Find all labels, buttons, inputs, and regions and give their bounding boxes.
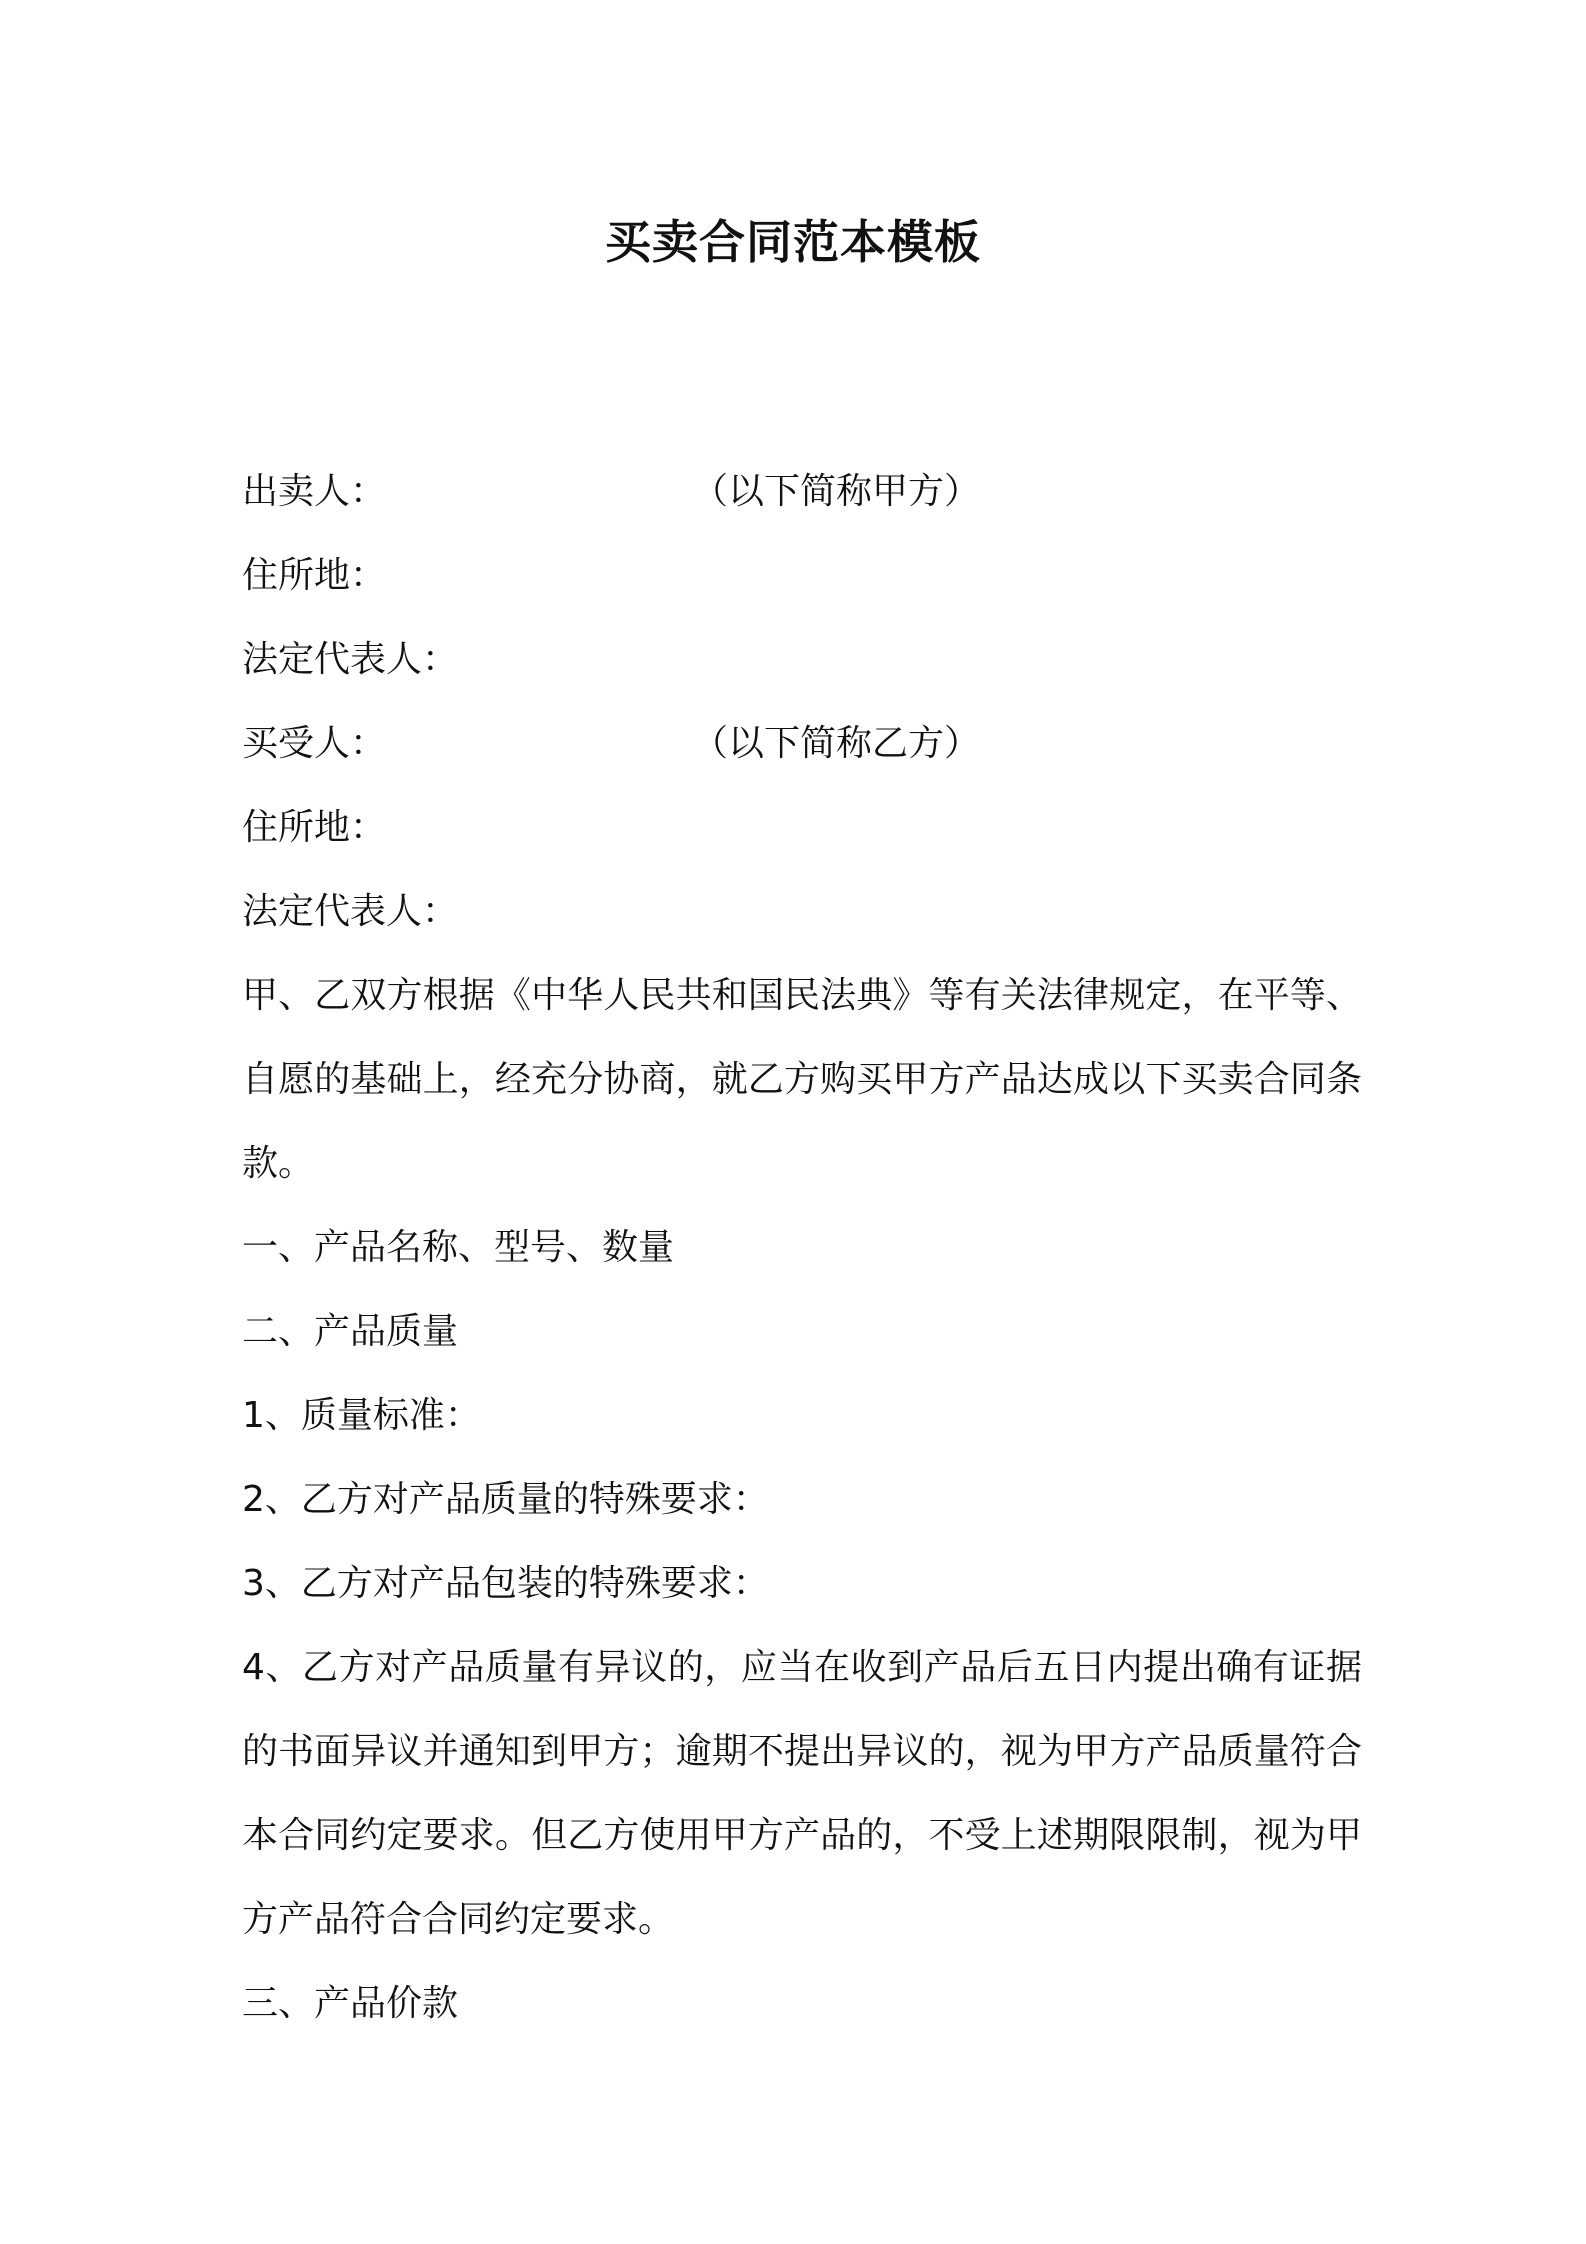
section-heading-3: 三、产品价款 bbox=[242, 1983, 459, 2024]
clause-item-1: 1、质量标准： bbox=[242, 1395, 481, 1436]
buyer-address-label: 住所地： bbox=[242, 807, 387, 848]
clause-item-4: 4、乙方对产品质量有异议的，应当在收到产品后五日内提出确有证据的书面异议并通知到甲方；逾期不提出异议的，视为甲方产品质量符合本合同约定要求。但乙方使用甲方产品的，不受上述期限限制，视为甲方产品符合合同约定要求。 bbox=[242, 1647, 1362, 1940]
seller-address-label: 住所地： bbox=[242, 555, 387, 596]
section-heading-2: 二、产品质量 bbox=[242, 1311, 459, 1352]
clause-item-3: 3、乙方对产品包装的特殊要求： bbox=[242, 1563, 769, 1604]
preamble-paragraph: 甲、乙双方根据《中华人民共和国民法典》等有关法律规定，在平等、自愿的基础上，经充分协商，就乙方购买甲方产品达成以下买卖合同条款。 bbox=[242, 975, 1362, 1184]
section-heading-1: 一、产品名称、型号、数量 bbox=[242, 1227, 675, 1268]
seller-label: 出卖人： bbox=[242, 471, 387, 512]
buyer-label: 买受人： bbox=[242, 723, 387, 764]
document-title: 买卖合同范本模板 bbox=[605, 215, 981, 269]
clause-item-2: 2、乙方对产品质量的特殊要求： bbox=[242, 1479, 769, 1520]
buyer-note: （以下简称乙方） bbox=[692, 723, 981, 764]
seller-representative-label: 法定代表人： bbox=[242, 639, 459, 680]
seller-line bbox=[242, 450, 1362, 534]
buyer-line bbox=[242, 702, 1362, 786]
document-body bbox=[242, 450, 1362, 2046]
buyer-representative-label: 法定代表人： bbox=[242, 891, 459, 932]
seller-note: （以下简称甲方） bbox=[692, 471, 981, 512]
